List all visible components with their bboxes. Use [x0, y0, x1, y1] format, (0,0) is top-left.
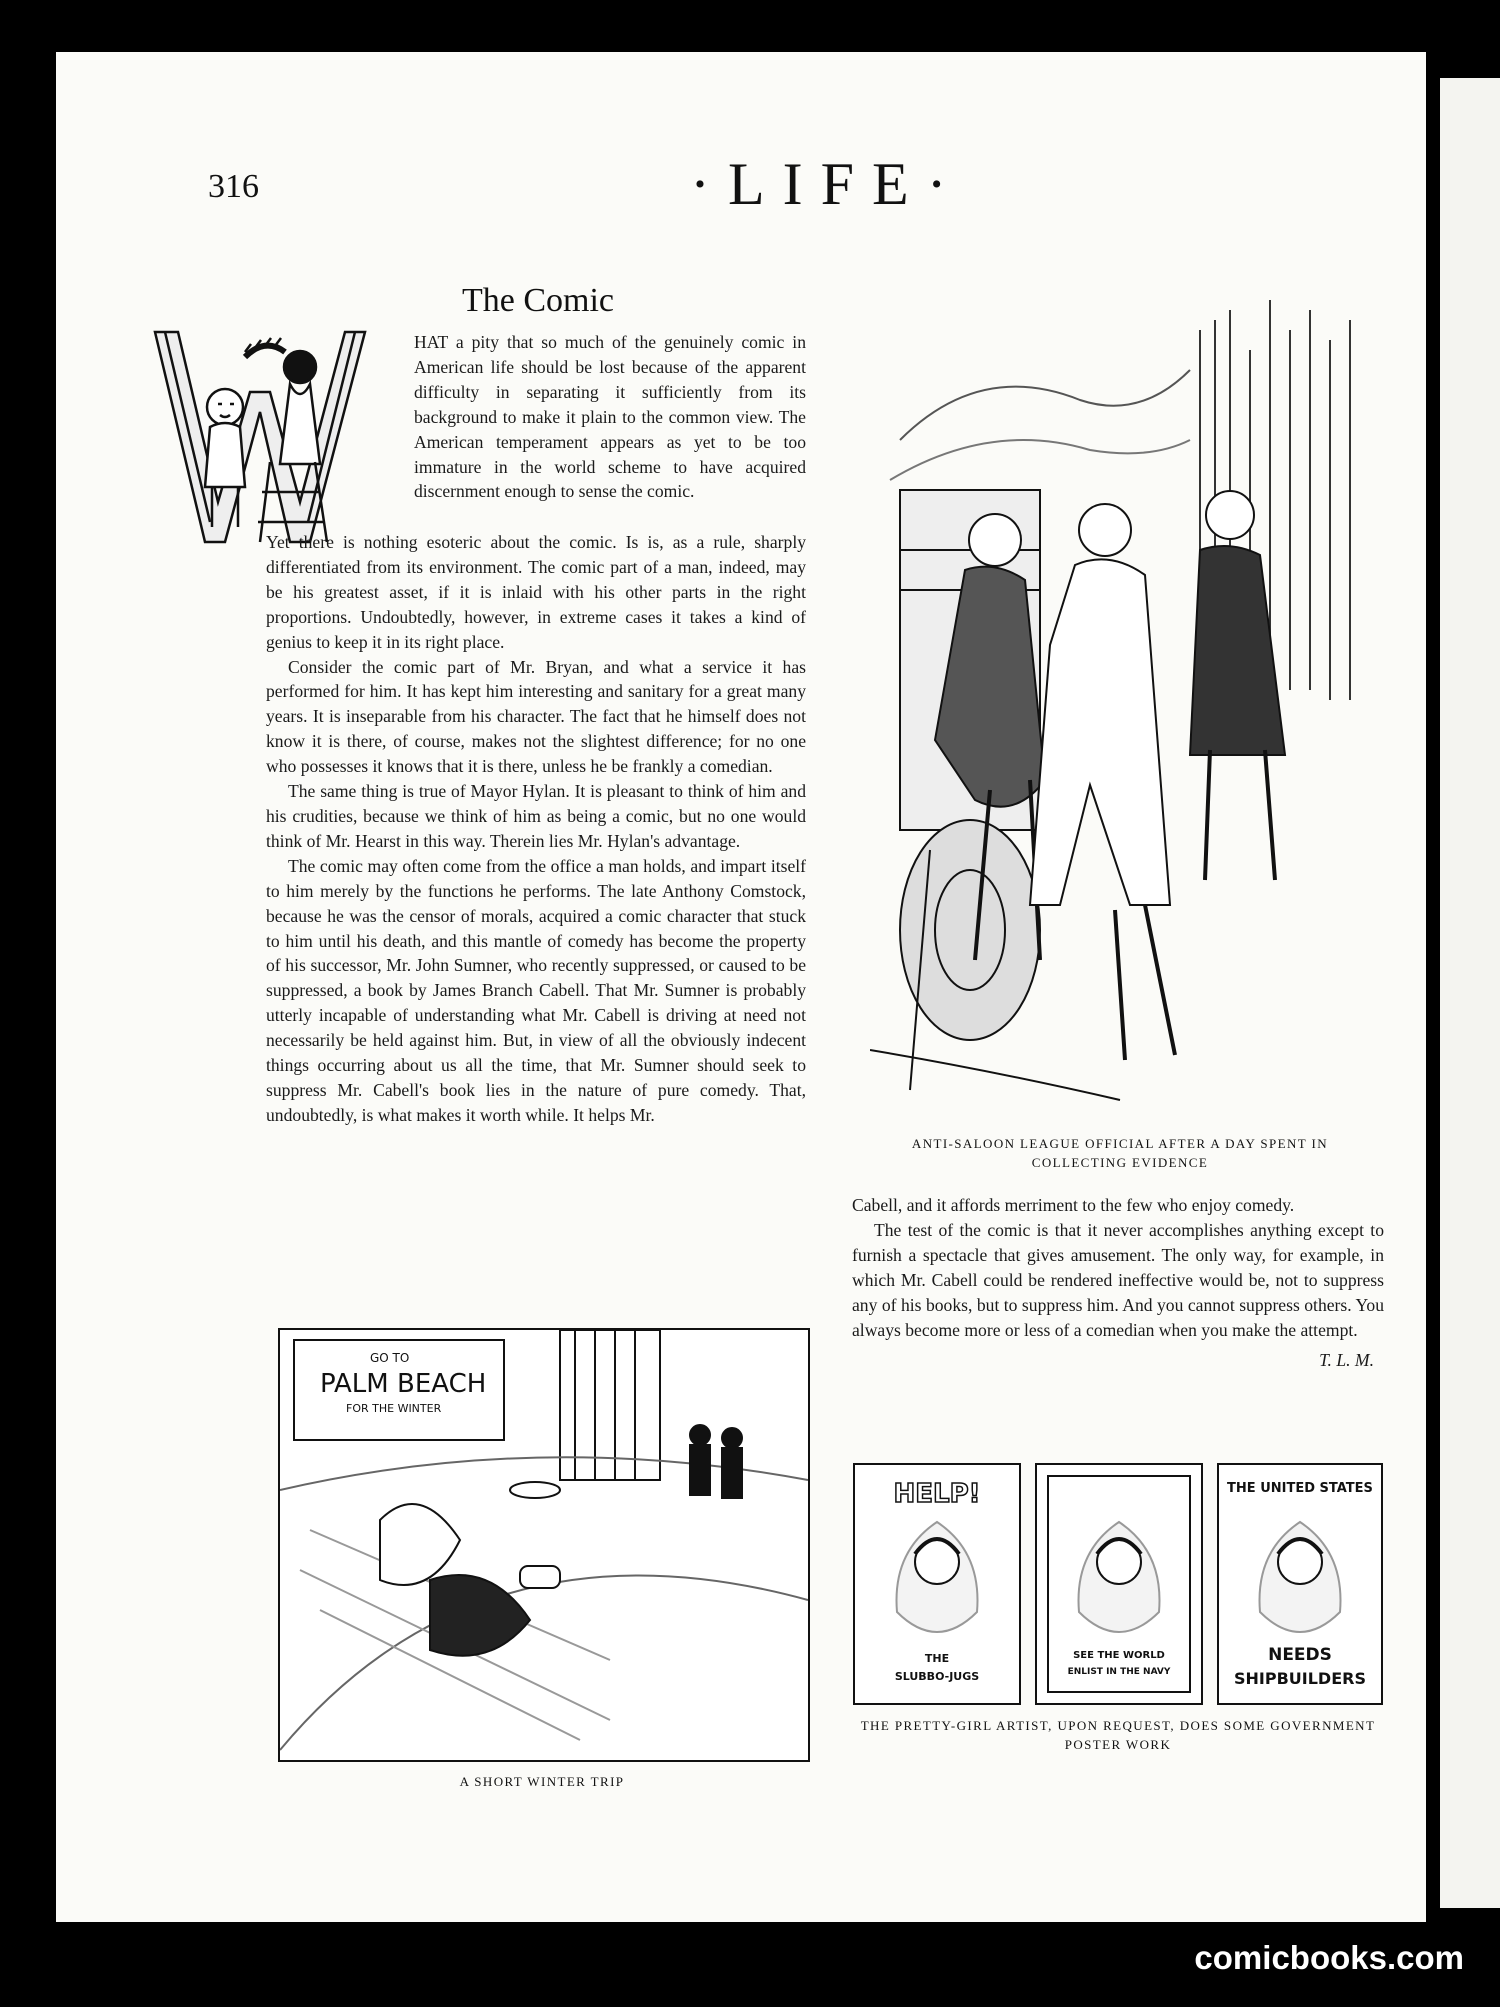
poster-us-line2: SHIPBUILDERS	[1234, 1669, 1366, 1688]
poster-help-title: HELP!	[893, 1479, 981, 1509]
paragraph-cabell-cont: Cabell, and it affords merriment to the few who enjoy comedy.	[852, 1195, 1295, 1215]
paragraph-comstock: The comic may often come from the office a man holds, and impart itself to him merely by the functions he performs. The late Anthony Comstock, because he was the censor of morals, acquired a comic character that stuck to him until his death, and this mantle of comedy has become the property of his successor, Mr. John Sumner, who recently suppressed, or caused to be suppressed, a book by James Branch Cabell. That Mr. Sumner is probably utterly incapable of understanding what Mr. Cabell is driving at need not necessarily be held against him. But, in view of all the obviously indecent things occurring about us all the time, that Mr. Sumner should seek to suppress Mr. Cabell's book lies in the nature of pure comedy. That, undoubtedly, is what makes it worth while. It helps Mr.	[266, 855, 806, 1125]
dropcap-w-illustration	[150, 322, 410, 552]
sign-for-winter: FOR THE WINTER	[346, 1402, 442, 1415]
article-column-2	[852, 1193, 1384, 1373]
page-number: 316	[208, 168, 259, 205]
watermark-text: comicbooks.com	[1194, 1939, 1464, 1976]
next-page-edge	[1440, 78, 1500, 1908]
sign-palm-beach: PALM BEACH	[320, 1369, 487, 1399]
article-opening: HAT a pity that so much of the genuinely comic in American life should be lost because of the apparent difficulty in separating it sufficiently from its background to make it plain to the common view. The American temperament appears as yet to be too immature in the world scheme to have acquired discernment enough to sense the comic.	[414, 332, 806, 502]
palm-beach-illustration	[278, 1328, 810, 1762]
poster-us-line1: NEEDS	[1268, 1645, 1332, 1665]
article-column-1	[266, 530, 806, 1128]
caption-anti-saloon: ANTI-SALOON LEAGUE OFFICIAL AFTER A DAY SPENT IN COLLECTING EVIDENCE	[911, 1136, 1329, 1170]
paragraph-hylan: The same thing is true of Mayor Hylan. It is pleasant to think of him and his crudities, because we think of him as being a comic, but no one would think of Mr. Hearst in this way. Therein lies Mr. Hylan's advantage.	[266, 781, 806, 851]
sign-go-to: GO TO	[370, 1351, 410, 1365]
government-posters-illustration	[852, 1462, 1384, 1706]
article-column-1-top	[414, 330, 806, 504]
paragraph-bryan: Consider the comic part of Mr. Bryan, and what a service it has performed for him. It has kept him interesting and sanitary for a great many years. It is inseparable from his character. The fact that he himself does not know it is there, of course, makes not the slightest difference; for no one who possesses it knows that it is there, unless he be frankly a comedian.	[266, 656, 806, 777]
author-signature: T. L. M.	[1319, 1350, 1374, 1371]
anti-saloon-illustration	[870, 290, 1370, 1120]
article-opening-cont: Yet there is nothing esoteric about the comic. Is is, as a rule, sharply differentiated from its environment. The comic part of a man, indeed, may be his greatest asset, if it is inlaid with his other parts in the right proportions. Undoubtedly, however, in extreme cases it takes a kind of genius to keep it in its right place.	[266, 532, 806, 652]
poster-us-title: THE UNITED STATES	[1227, 1481, 1373, 1496]
paragraph-test-of-comic: The test of the comic is that it never accomplishes anything except to furnish a spectacle that gives amusement. The only way, for example, in which Mr. Cabell could be rendered ineffective would be, not to suppress any of his books, but to suppress him. And you cannot suppress others. You always become more or less of a comedian when you make the attempt.	[852, 1219, 1384, 1340]
caption-posters: THE PRETTY-GIRL ARTIST, UPON REQUEST, DOES SOME GOVERNMENT POSTER WORK	[860, 1718, 1376, 1752]
poster-help-line1: THE	[924, 1652, 950, 1665]
caption-palm-beach: A SHORT WINTER TRIP	[459, 1774, 625, 1789]
article-title: The Comic	[462, 282, 615, 319]
poster-navy-line1: SEE THE WORLD	[1073, 1650, 1165, 1661]
poster-navy-line2: ENLIST IN THE NAVY	[1067, 1667, 1171, 1677]
magazine-title: ·LIFE·	[690, 151, 965, 217]
poster-help-line2: SLUBBO-JUGS	[894, 1670, 980, 1683]
